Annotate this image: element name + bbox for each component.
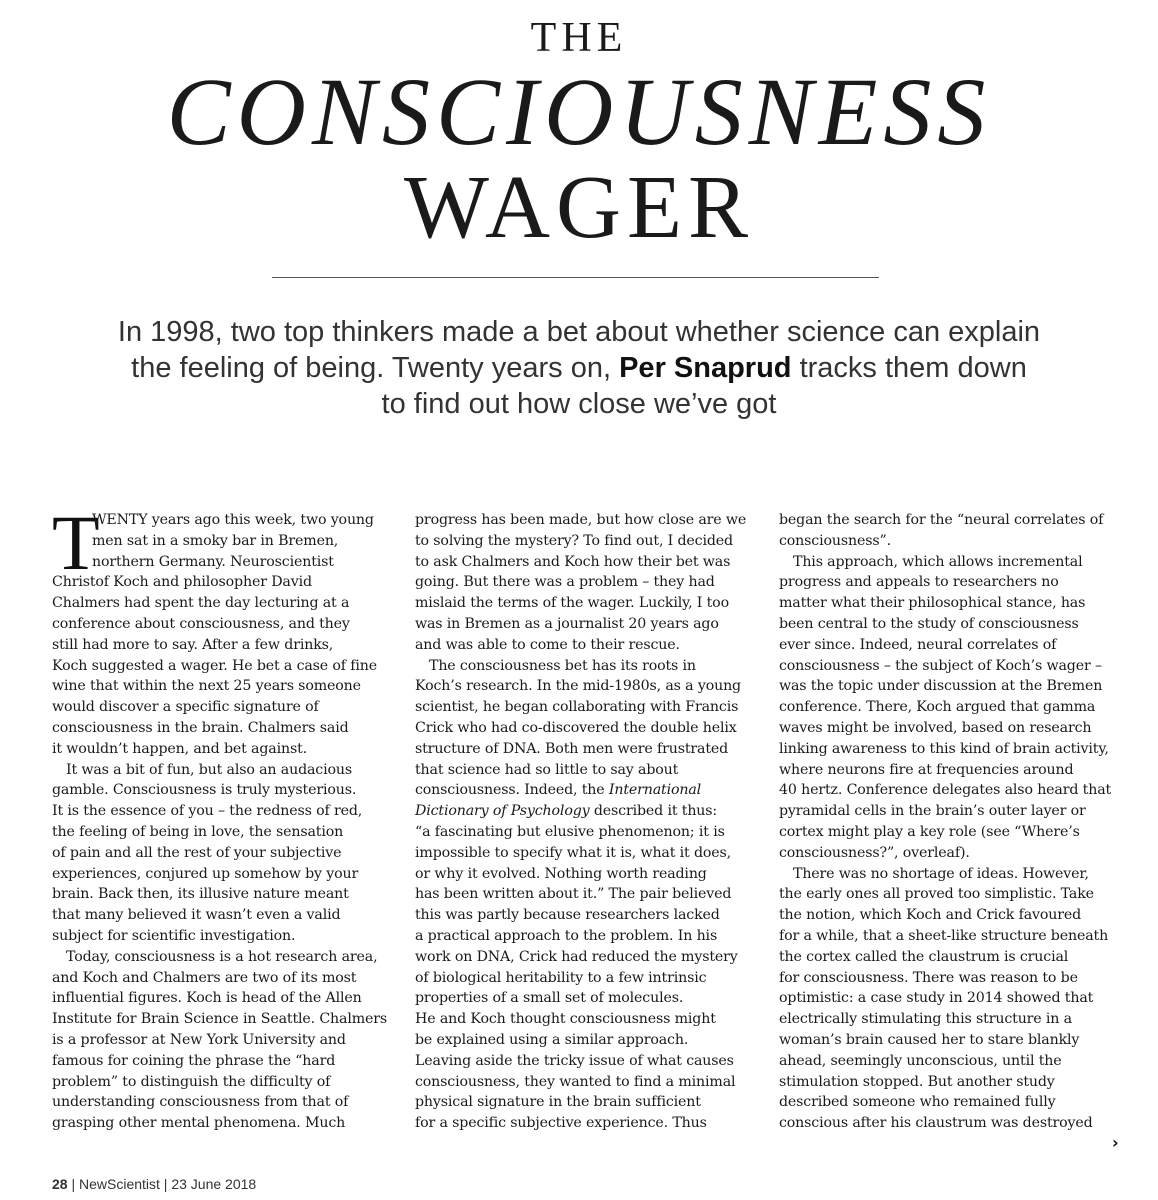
title-divider: [272, 277, 879, 278]
text-line: linking awareness to this kind of brain activity,: [779, 740, 1109, 757]
text-line: Chalmers had spent the day lecturing at a: [52, 595, 350, 612]
text-line: would discover a specific signature of: [52, 699, 319, 716]
standfirst-text: tracks them down: [791, 352, 1027, 384]
page-footer: [52, 1176, 256, 1192]
text-line: conference about consciousness, and they: [52, 615, 350, 632]
text-line: is a professor at New York University and: [52, 1031, 346, 1048]
text-line: been central to the study of consciousness: [779, 615, 1079, 632]
magazine-name: NewScientist: [79, 1176, 160, 1192]
text-line: to ask Chalmers and Koch how their bet was: [415, 553, 731, 570]
text-line: “a fascinating but elusive phenomenon; it is: [415, 823, 725, 840]
text-line: WENTY years ago this week, two young: [92, 512, 374, 528]
text-line: be explained using a similar approach.: [415, 1031, 689, 1048]
text-line: It is the essence of you – the redness of red,: [52, 803, 363, 820]
text-line: or why it evolved. Nothing worth reading: [415, 865, 707, 882]
text-line: conscious after his claustrum was destroyed: [779, 1115, 1093, 1132]
text-line: where neurons fire at frequencies around: [779, 761, 1074, 778]
text-line: began the search for the “neural correlates of: [779, 512, 1104, 528]
text-line: gamble. Consciousness is truly mysterious.: [52, 782, 357, 799]
footer-separator: |: [159, 1176, 172, 1192]
text-line: the early ones all proved too simplistic. Take: [779, 886, 1094, 903]
text-line: that science had so little to say about: [415, 761, 679, 778]
italic-title: International: [608, 782, 702, 799]
text-line: and Koch and Chalmers are two of its most: [52, 969, 357, 986]
text-line: The consciousness bet has its roots in: [429, 657, 696, 674]
text-line: for a while, that a sheet-like structure beneath: [779, 927, 1109, 944]
text-line: was in Bremen as a journalist 20 years ago: [415, 615, 719, 632]
text-line: stimulation stopped. But another study: [779, 1073, 1055, 1090]
text-line: Today, consciousness is a hot research area,: [66, 948, 378, 965]
text-line: the feeling of being in love, the sensation: [52, 823, 344, 840]
text-line: a practical approach to the problem. In his: [415, 927, 718, 944]
text-line: work on DNA, Crick had reduced the mystery: [415, 948, 738, 965]
text-line: Koch’s research. In the mid-1980s, as a young: [415, 678, 741, 695]
text-line: men sat in a smoky bar in Bremen,: [92, 532, 339, 549]
headline-main: CONSCIOUSNESS: [166, 58, 992, 165]
text-line: It was a bit of fun, but also an audacious: [66, 761, 352, 778]
text-line: of biological heritability to a few intrinsic: [415, 969, 707, 986]
standfirst-line-2: [100, 350, 1058, 386]
text-line: pyramidal cells in the brain’s outer layer or: [779, 803, 1086, 820]
text-line: structure of DNA. Both men were frustrated: [415, 740, 729, 757]
text-line: consciousness in the brain. Chalmers said: [52, 719, 349, 736]
text-line: to solving the mystery? To find out, I decided: [415, 532, 733, 549]
text-line: northern Germany. Neuroscientist: [92, 553, 334, 570]
text-line: physical signature in the brain sufficient: [415, 1094, 701, 1111]
text-line: understanding consciousness from that of: [52, 1094, 349, 1111]
footer-separator: |: [67, 1176, 79, 1192]
text-line: woman’s brain caused her to stare blankly: [779, 1031, 1080, 1048]
article-column-1: [52, 499, 388, 1134]
text-line: consciousness”.: [779, 532, 891, 549]
text-line: ever since. Indeed, neural correlates of: [779, 636, 1057, 653]
text-line: of pain and all the rest of your subjective: [52, 844, 342, 861]
text-line: mislaid the terms of the wager. Luckily, I too: [415, 595, 729, 612]
text-line: it wouldn’t happen, and bet against.: [52, 740, 308, 757]
text-line: matter what their philosophical stance, has: [779, 595, 1086, 612]
text-line: going. But there was a problem – they had: [415, 574, 715, 591]
standfirst-text: the feeling of being. Twenty years on,: [131, 352, 620, 384]
text-line: the cortex called the claustrum is crucial: [779, 948, 1069, 965]
text-line: [415, 801, 760, 822]
text-line: He and Koch thought consciousness might: [415, 1011, 716, 1028]
text-line: Koch suggested a wager. He bet a case of fine: [52, 657, 377, 674]
text-line: waves might be involved, based on research: [779, 719, 1092, 736]
text-line: cortex might play a key role (see “Where’s: [779, 823, 1080, 840]
text-line: Christof Koch and philosopher David: [52, 574, 312, 591]
text-line: for consciousness. There was reason to be: [779, 969, 1078, 986]
text-line: optimistic: a case study in 2014 showed that: [779, 990, 1094, 1007]
text-line: This approach, which allows incremental: [793, 553, 1083, 570]
article-column-2: [415, 510, 760, 1134]
text-line: and was able to come to their rescue.: [415, 636, 680, 653]
text-line: famous for coining the phrase the “hard: [52, 1052, 336, 1069]
standfirst: [100, 314, 1058, 422]
text-line: properties of a small set of molecules.: [415, 990, 684, 1007]
text-line: ahead, seemingly unconscious, until the: [779, 1052, 1062, 1069]
text-line: still had more to say. After a few drinks,: [52, 636, 334, 653]
text-line: problem” to distinguish the difficulty of: [52, 1073, 331, 1090]
text-line: subject for scientific investigation.: [52, 927, 296, 944]
standfirst-line-1: In 1998, two top thinkers made a bet about whether science can explain: [117, 316, 1041, 348]
article-column-3: [779, 510, 1124, 1134]
text-line: this was partly because researchers lacked: [415, 907, 720, 924]
issue-date: 23 June 2018: [171, 1176, 257, 1192]
text-run: consciousness. Indeed, the: [415, 782, 609, 799]
text-line: conference. There, Koch argued that gamma: [779, 699, 1096, 716]
page-number: 28: [52, 1176, 68, 1192]
text-line: consciousness, they wanted to find a minimal: [415, 1073, 736, 1090]
chevron-right-icon: ›: [1112, 1133, 1119, 1152]
text-line: that many believed it wasn’t even a valid: [52, 907, 341, 924]
text-line: described someone who remained fully: [779, 1094, 1056, 1111]
text-line: Institute for Brain Science in Seattle. Chalmers: [52, 1011, 388, 1028]
text-line: Leaving aside the tricky issue of what causes: [415, 1052, 734, 1069]
text-line: consciousness – the subject of Koch’s wager –: [779, 657, 1102, 674]
text-line: electrically stimulating this structure in a: [779, 1011, 1072, 1028]
text-line: consciousness?”, overleaf).: [779, 844, 970, 861]
text-line: the notion, which Koch and Crick favoured: [779, 907, 1082, 924]
standfirst-line-3: to find out how close we’ve got: [381, 388, 777, 420]
text-line: progress has been made, but how close are we: [415, 512, 747, 528]
text-run: described it thus:: [589, 803, 718, 820]
author-name: Per Snaprud: [619, 352, 792, 384]
text-line: grasping other mental phenomena. Much: [52, 1115, 346, 1132]
text-line: has been written about it.” The pair believed: [415, 886, 732, 903]
text-line: impossible to specify what it is, what it does,: [415, 844, 732, 861]
text-line: was the topic under discussion at the Bremen: [779, 678, 1103, 695]
text-line: experiences, conjured up somehow by your: [52, 865, 359, 882]
text-line: progress and appeals to researchers no: [779, 574, 1059, 591]
italic-title: Dictionary of Psychology: [415, 803, 590, 820]
text-line: Crick who had co-discovered the double helix: [415, 719, 737, 736]
drop-cap: T: [52, 499, 100, 586]
text-line: There was no shortage of ideas. However,: [793, 865, 1089, 882]
headline-the: THE: [530, 15, 628, 61]
text-line: 40 hertz. Conference delegates also heard that: [779, 782, 1112, 799]
text-line: for a specific subjective experience. Thus: [415, 1115, 707, 1132]
text-line: influential figures. Koch is head of the Allen: [52, 990, 362, 1007]
text-line: brain. Back then, its illusive nature meant: [52, 886, 349, 903]
text-line: [415, 780, 760, 801]
text-line: wine that within the next 25 years someone: [52, 678, 361, 695]
text-line: scientist, he began collaborating with Francis: [415, 699, 739, 716]
headline-sub: WAGER: [404, 158, 754, 257]
